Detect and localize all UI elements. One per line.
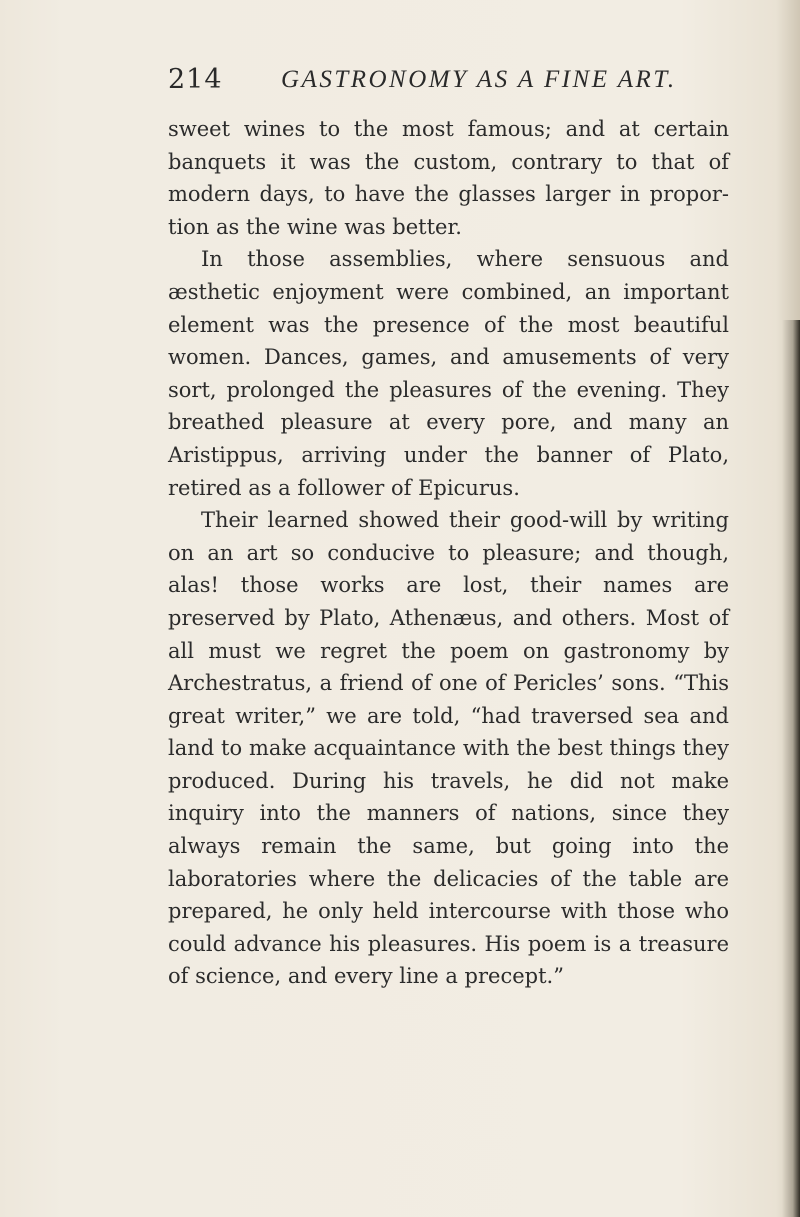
- binding-shadow: [782, 320, 800, 1217]
- running-title: GASTRONOMY AS A FINE ART.: [281, 66, 677, 93]
- page-number: 214: [168, 64, 223, 95]
- paragraph-1: sweet wines to the most famous; and at certain banquets it was the custom, contrary to that of modern days, to have the glasses larger in proportion as the wine was better.: [168, 117, 729, 239]
- body-text: [168, 113, 729, 993]
- page-header: [168, 64, 728, 104]
- paragraph-2: In those assemblies, where sensuous and æsthetic enjoyment were combined, an important element was the presence of the most beautiful women. Dances, games, and amusements of very sort, prolonged the pleasures of the evening. They breathed pleasure at every pore, and many an Aristippus, arriving under the banner of Plato, retired as a follower of Epicurus.: [168, 247, 729, 500]
- paragraph-3: Their learned showed their good-will by writing on an art so conducive to pleasure; and though, alas! those works are lost, their names are preserved by Plato, Athenæus, and others. Most of all must we regret the poem on gastronomy by Archestratus, a friend of one of Pericles’ sons. “This great writer,” we are told, “had traversed sea and land to make acquaintance with the best things they produced. During his travels, he did not make inquiry into the manners of nations, since they always remain the same, but going into the laboratories where the delicacies of the table are prepared, he only held intercourse with those who could advance his pleasures. His poem is a treasure of science, and every line a precept.”: [168, 508, 729, 989]
